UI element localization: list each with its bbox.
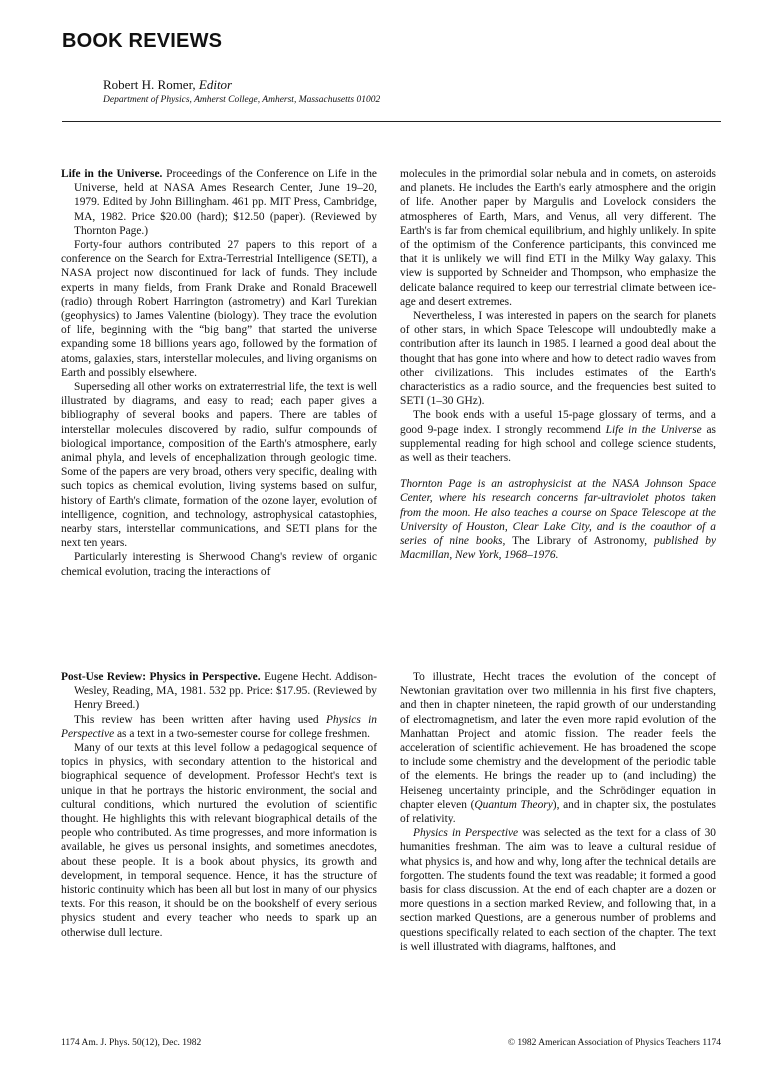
reviewer-bio-publisher: published by Macmillan, New York, 1968–1976. bbox=[400, 535, 716, 562]
review1-paragraph-4: molecules in the primordial solar nebula and in comets, on asteroids and planets. He includes the Earth's early atmosphere and the origin of life. Another paper by Margulis and Lovelock considers the atmospheres of Earth, Mars, and Venus, all very different. The Earth's is far from chemical equilibrium, and highly unlikely. In spite of the optimism of the Conference participants, this convinced me that it is unlikely we will find ETI in the Milky Way galaxy. This view is supported by Schneider and Thompson, who emphasize the delicate balance required to keep our terrestrial climate between ice-age and desert extremes. bbox=[400, 168, 716, 308]
review1-p6-title: Life in the Universe bbox=[605, 423, 702, 436]
review2-paragraph-2: Many of our texts at this level follow a pedagogical sequence of topics in physics, with secondary attention to the historical and biographical sequence of development. Professor Hecht's text is unique in that he portrays the historic environment, the social and cultural conditions, which nurtured the evolution of scientific thought. He highlights this with relevant biographical details of the people who contributed. As time progresses, and more information is available, he gives us personal insights, and sometimes anecdotes, about these people. It is a book about physics, its growth and development, in temporal sequence. Hence, it has the structure of historic continuity which has been all but lost in many of our physics texts. For this reason, it should be on the bookshelf of every serious physics student and every teacher who needs to spark up an otherwise dull lecture. bbox=[61, 742, 377, 939]
review2-paragraph-1 bbox=[61, 713, 377, 741]
header-rule bbox=[62, 121, 721, 122]
review1-p6-text-end: as supplemental reading for high school and college science students, as well as their teachers. bbox=[400, 423, 716, 465]
section-title: BOOK REVIEWS bbox=[62, 30, 223, 52]
review2-column-right bbox=[400, 670, 716, 954]
review2-citation: Eugene Hecht. Addison-Wesley, Reading, MA, 1981. 532 pp. Price: $17.95. (Reviewed by Henry Breed.) bbox=[74, 671, 377, 712]
review2-paragraph-3 bbox=[400, 670, 716, 826]
review2-p3-text: To illustrate, Hecht traces the evolution of the concept of Newtonian gravitation over two millennia in his first five chapters, and then in chapter nineteen, the rapid growth of our understanding of electromagnetism, and later the even more rapid evolution of the Manhattan Project and atomic fission. The reader feels the acceleration of scientific achievement. He has broadened the scope to include some chemistry and the development of the periodic table of the elements. He brings the reader up to (and including) the Heiseneg uncertainty principle, and the Schrödinger equation in chapter eleven ( bbox=[400, 671, 716, 811]
editor-role: Editor bbox=[198, 77, 233, 92]
reviewer-bio-series: The Library of Astronomy, bbox=[505, 535, 654, 548]
review1-column-left bbox=[61, 167, 377, 579]
review1-column-right bbox=[400, 167, 716, 562]
review2-p4-title: Physics in Perspective bbox=[413, 827, 519, 840]
review1-citation: Proceedings of the Conference on Life in the Universe, held at NASA Ames Research Center, June 19–20, 1979. Edited by John Billingham. 461 pp. MIT Press, Cambridge, MA, 1982. Price $20.00 (hard); $12.50 (paper). (Reviewed by Thornton Page.) bbox=[74, 168, 377, 237]
review2-p1-text: This review has been written after having used bbox=[74, 713, 326, 726]
footer-right: © 1982 American Association of Physics Teachers 1174 bbox=[507, 1038, 721, 1048]
reviewer-bio bbox=[400, 477, 716, 562]
review2-p1-text-end: as a text in a two-semester course for college freshmen. bbox=[114, 727, 371, 740]
review1-book-title: Life in the Universe. bbox=[61, 168, 163, 180]
review1-p6-text: The book ends with a useful 15-page glossary of terms, and a good 9-page index. I strongly recommend bbox=[400, 409, 716, 436]
review1-paragraph-6 bbox=[400, 408, 716, 465]
editor-department: Department of Physics, Amherst College, Amherst, Massachusetts 01002 bbox=[103, 95, 381, 105]
reviewer-bio-text: Thornton Page is an astrophysicist at the NASA Johnson Space Center, where his research concerns far-ultraviolet photos taken from the moon. He also teaches a course on Space Telescope at the University of Houston, Clear Lake City, and is the coauthor of a series of nine books, bbox=[400, 478, 716, 548]
review1-paragraph-5: Nevertheless, I was interested in papers on the search for planets of other stars, in which Space Telescope will undoubtedly make a contribution after its launch in 1985. I learned a good deal about the thought that has gone into where and how to detect radio waves from other civilizations. This includes estimates of the Earth's characteristics as a radio source, and the frequencies best suited to SETI (1–30 GHz). bbox=[400, 310, 716, 408]
review2-p4-text: was selected as the text for a class of 30 humanities freshman. The aim was to leave a cultural residue of what physics is, and how and why, long after the technical details are forgotten. The students found the text was readable; it formed a good basis for class discussion. At the end of each chapter are a dozen or more questions in a section marked Review, and following that, in a section marked Questions, are a generous number of problems and questions specifically related to each section of the chapter. The text is well illustrated with diagrams, halftones, and bbox=[400, 827, 717, 953]
review2-heading bbox=[61, 670, 377, 713]
review2-paragraph-4 bbox=[400, 826, 716, 954]
review2-p3-title: Quantum Theory bbox=[474, 798, 553, 811]
footer-left: 1174 Am. J. Phys. 50(12), Dec. 1982 bbox=[61, 1038, 202, 1048]
editor-name: Robert H. Romer, bbox=[103, 77, 199, 92]
review1-paragraph-3: Particularly interesting is Sherwood Chang's review of organic chemical evolution, tracing the interactions of bbox=[61, 551, 377, 578]
review2-p1-title: Physics in Perspective bbox=[61, 713, 377, 740]
editor-line bbox=[103, 77, 380, 92]
review1-paragraph-1: Forty-four authors contributed 27 papers to this report of a conference on the Search for Extra-Terrestrial Intelligence (SETI), a NASA project now discontinued for lack of funds. They include experts in many fields, from Frank Drake and Ronald Bracewell (radio) through Robert Harrington (astrometry) and Karl Turekian (geophysics) to James Valentine (biology). They trace the evolution of life, beginning with the “big bang” that started the universe expanding some 18 billions years ago, followed by the formation of atoms, galaxies, stars, interstellar molecules, and living organisms on Earth and possibly elsewhere. bbox=[61, 239, 377, 379]
review2-p3-text-end: ), and in chapter six, the postulates of relativity. bbox=[400, 798, 716, 826]
review2-book-title: Post-Use Review: Physics in Perspective. bbox=[61, 671, 261, 683]
editor-block bbox=[103, 77, 380, 107]
review1-heading bbox=[61, 167, 377, 238]
review2-column-left bbox=[61, 670, 377, 940]
review1-paragraph-2: Superseding all other works on extraterrestrial life, the text is well illustrated by diagrams, and easy to read; each paper gives a bibliography of several books and papers. There are tables of interstellar molecules discovered by radio, sulfur compounds of biological importance, composition of the Earth's atmosphere, early animal phyla, and levels of encephalization through geologic time. Some of the papers are very broad, others very specific, dealing with such topics as chemical evolution, living systems based on sulfur, history of Earth's climate, formation of the ozone layer, evolution of intelligence, cognition, and technology, astrophysical catastophies, nearby stars, interstellar communications, and SETI plans for the next ten years. bbox=[61, 381, 377, 550]
